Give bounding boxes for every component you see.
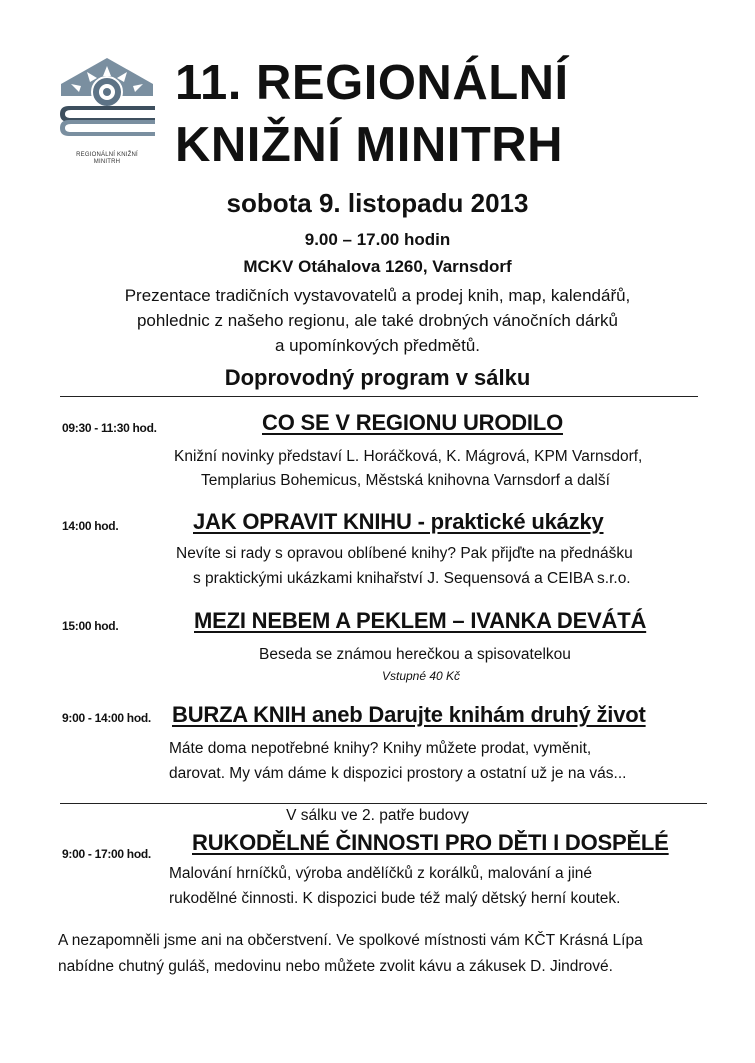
logo [57, 52, 157, 172]
description [40, 283, 715, 358]
event-title: JAK OPRAVIT KNIHU - praktické ukázky [193, 509, 604, 534]
book-sun-logo-icon [57, 52, 157, 152]
entry-fee: Vstupné 40 Kč [382, 669, 461, 683]
divider [60, 803, 707, 804]
closing-line: A nezapomněli jsme ani na občerstvení. Ve spolkové místnosti vám KČT Krásná Lípa [58, 932, 643, 949]
event-venue: MCKV Otáhalova 1260, Varnsdorf [243, 257, 512, 276]
event-line: Beseda se známou herečkou a spisovatelkou [259, 646, 571, 663]
event-line: s praktickými ukázkami knihařství J. Sequensová a CEIBA s.r.o. [193, 570, 631, 587]
event-hours: 9.00 – 17.00 hodin [304, 230, 451, 249]
event-time: 15:00 hod. [62, 619, 119, 633]
event-line: rukodělné činnosti. K dispozici bude též malý dětský herní koutek. [169, 890, 621, 907]
title-line1: 11. REGIONÁLNÍ [175, 56, 569, 110]
logo-caption [57, 152, 157, 166]
closing-line: nabídne chutný guláš, medovinu nebo můžete zvolit kávu a zákusek D. Jindrové. [58, 958, 613, 975]
event-time: 14:00 hod. [62, 519, 119, 533]
event-title: MEZI NEBEM A PEKLEM – IVANKA DEVÁTÁ [194, 608, 647, 633]
event-title: BURZA KNIH aneb Darujte knihám druhý život [172, 702, 646, 727]
event-line: Máte doma nepotřebné knihy? Knihy můžete prodat, vyměnit, [169, 740, 592, 757]
divider [60, 396, 698, 397]
event-line: Nevíte si rady s opravou oblíbené knihy? Pak přijďte na přednášku [176, 545, 633, 562]
program-heading: Doprovodný program v sálku [224, 365, 531, 390]
logo-caption-line1: REGIONÁLNÍ KNIŽNÍ [76, 152, 138, 158]
event-line: Templarius Bohemicus, Městská knihovna Varnsdorf a další [201, 472, 610, 489]
event-line: darovat. My vám dáme k dispozici prostory a ostatní už je na vás... [169, 765, 627, 782]
event-title: CO SE V REGIONU URODILO [262, 410, 563, 435]
event-time: 9:00 - 14:00 hod. [62, 711, 151, 725]
event-title: RUKODĚLNÉ ČINNOSTI PRO DĚTI I DOSPĚLÉ [192, 830, 669, 855]
description-line: pohlednic z našeho regionu, ale také drobných vánočních dárků [136, 311, 619, 330]
second-floor-heading: V sálku ve 2. patře budovy [286, 807, 469, 824]
description-line: a upomínkových předmětů. [274, 336, 481, 355]
logo-caption-line2: MINITRH [93, 159, 121, 165]
title-line2: KNIŽNÍ MINITRH [175, 118, 564, 172]
event-time: 09:30 - 11:30 hod. [62, 421, 157, 435]
description-line: Prezentace tradičních vystavovatelů a prodej knih, map, kalendářů, [124, 286, 631, 305]
event-line: Knižní novinky představí L. Horáčková, K. Mágrová, KPM Varnsdorf, [174, 448, 643, 465]
event-time: 9:00 - 17:00 hod. [62, 847, 151, 861]
event-line: Malování hrníčků, výroba andělíčků z korálků, malování a jiné [169, 865, 593, 882]
event-date: sobota 9. listopadu 2013 [226, 188, 529, 218]
